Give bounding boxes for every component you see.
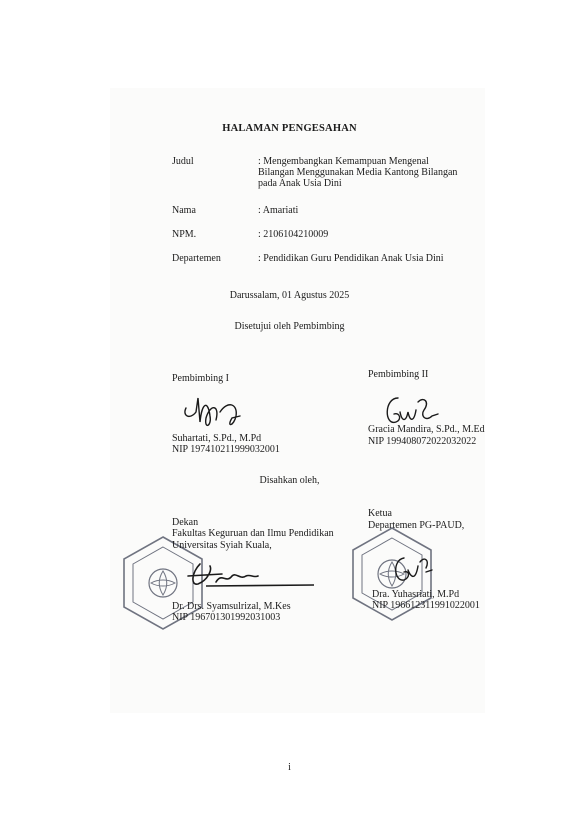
advisor2-role: Pembimbing II xyxy=(368,369,429,380)
dean-name: Dr. Drs. Syamsulrizal, M.Kes xyxy=(172,601,291,612)
field-value-nama: : Amariati xyxy=(258,205,299,216)
advisor1-signature-icon xyxy=(180,390,250,435)
field-value-departemen: : Pendidikan Guru Pendidikan Anak Usia Dini xyxy=(258,253,444,264)
ratified-by: Disahkan oleh, xyxy=(259,475,320,486)
field-label-npm: NPM. xyxy=(172,229,197,240)
head-title: Ketua xyxy=(368,508,392,519)
advisor2-name: Gracia Mandira, S.Pd., M.Ed xyxy=(368,424,485,435)
page-number: i xyxy=(288,762,291,773)
approved-by: Disetujui oleh Pembimbing xyxy=(234,321,345,332)
dean-nip: NIP 196701301992031003 xyxy=(172,612,281,623)
page-title: HALAMAN PENGESAHAN xyxy=(222,123,357,134)
advisor1-nip: NIP 197410211999032001 xyxy=(172,444,280,455)
place-date: Darussalam, 01 Agustus 2025 xyxy=(229,290,350,301)
head-name: Dra. Yuhasriati, M.Pd xyxy=(372,589,460,600)
head-signature-icon xyxy=(390,552,440,592)
head-department: Departemen PG-PAUD, xyxy=(368,520,465,531)
advisor2-nip: NIP 199408072022032022 xyxy=(368,436,477,447)
field-value-judul: : Mengembangkan Kemampuan Mengenal Bilangan Menggunakan Media Kantong Bilangan pada Anak Usia Dini xyxy=(258,156,458,189)
dean-faculty: Fakultas Keguruan dan Ilmu Pendidikan xyxy=(172,528,334,539)
dean-university: Universitas Syiah Kuala, xyxy=(172,540,272,551)
advisor1-role: Pembimbing I xyxy=(172,373,229,384)
dean-signature-icon xyxy=(186,560,316,595)
field-label-departemen: Departemen xyxy=(172,253,221,264)
dean-title: Dekan xyxy=(172,517,199,528)
advisor1-name: Suhartati, S.Pd., M.Pd xyxy=(172,433,262,444)
head-nip: NIP 196612311991022001 xyxy=(372,600,480,611)
field-label-judul: Judul xyxy=(172,156,194,167)
field-value-npm: : 2106104210009 xyxy=(258,229,329,240)
field-label-nama: Nama xyxy=(172,205,196,216)
